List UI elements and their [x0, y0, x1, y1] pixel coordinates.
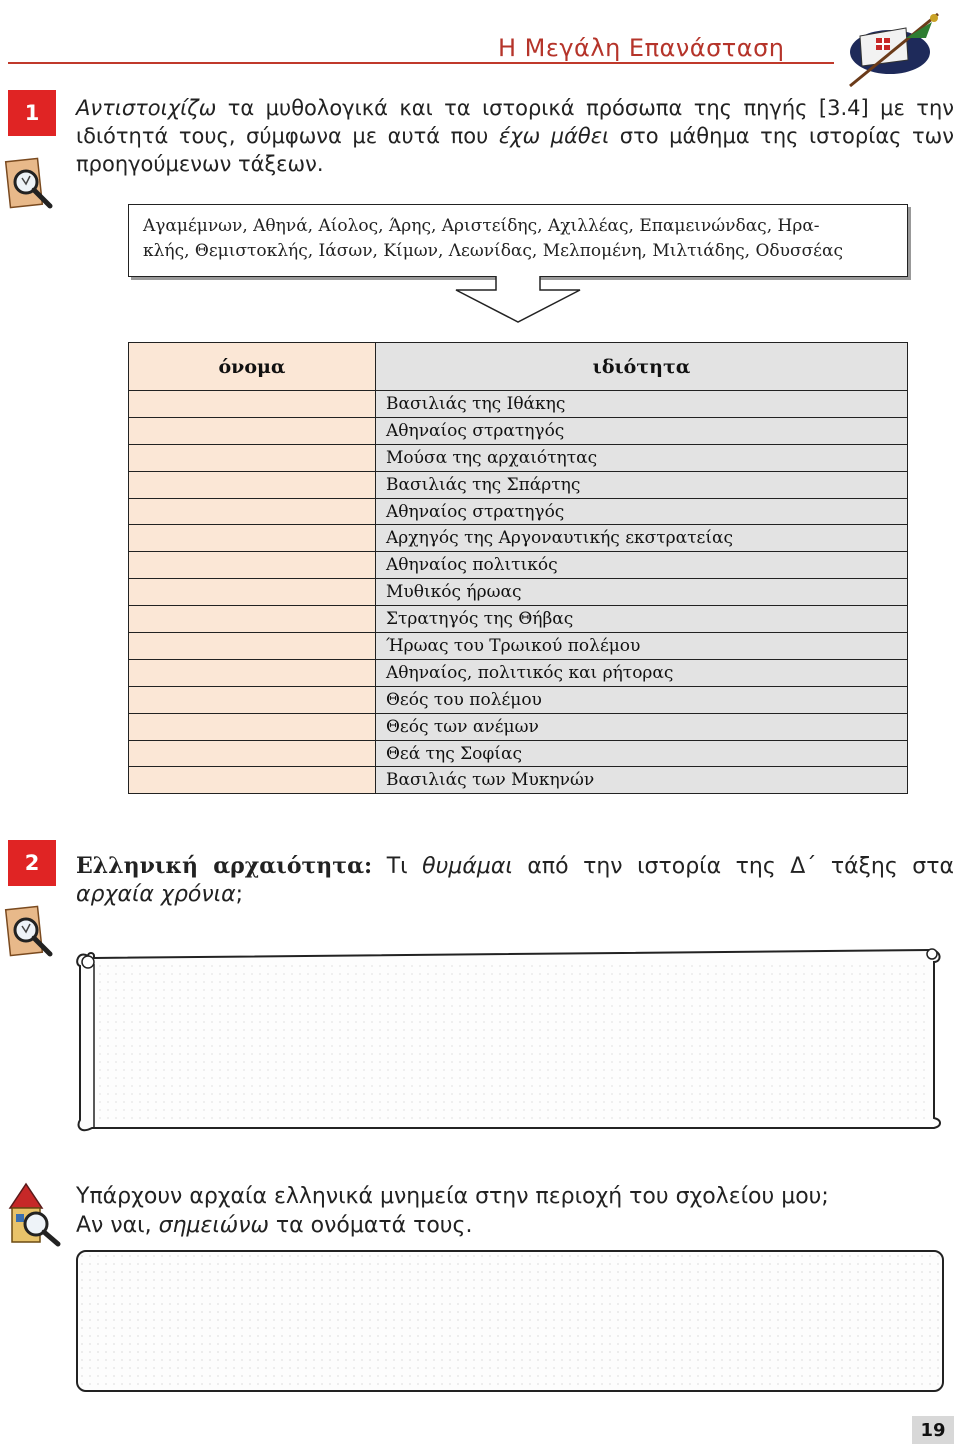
name-answer-cell[interactable] [129, 471, 376, 498]
house-magnifier-icon [4, 1178, 62, 1248]
table-row [129, 740, 908, 767]
task1-text-b: στο μάθημα της ιστορίας των προηγούμενων τάξεων. [76, 124, 954, 176]
name-answer-cell[interactable] [129, 552, 376, 579]
name-answer-cell[interactable] [129, 525, 376, 552]
table-row [129, 498, 908, 525]
property-cell: Θεός των ανέμων [376, 713, 908, 740]
name-answer-cell[interactable] [129, 633, 376, 660]
table-row [129, 713, 908, 740]
table-row [129, 444, 908, 471]
column-header-property: ιδιότητα [376, 343, 908, 391]
task3-line-2 [76, 1211, 946, 1240]
task1-instruction [76, 94, 954, 178]
task3-text-a: Αν ναι, [76, 1213, 159, 1238]
names-source-box [128, 204, 908, 277]
table-row [129, 525, 908, 552]
table-row [129, 606, 908, 633]
names-line-2: κλής, Θεμιστοκλής, Ιάσων, Κίμων, Λεωνίδας, Μελπομένη, Μιλτιάδης, Οδυσσέας [143, 241, 843, 261]
page-number: 19 [912, 1416, 954, 1444]
task3-line-1: Υπάρχουν αρχαία ελληνικά μνημεία στην περιοχή του σχολείου μου; [76, 1184, 829, 1209]
name-answer-cell[interactable] [129, 740, 376, 767]
task2-text-a: Τι [372, 854, 423, 879]
task-number-badge: 1 [8, 90, 56, 136]
name-answer-cell[interactable] [129, 391, 376, 418]
table-row [129, 391, 908, 418]
property-cell: Αθηναίος στρατηγός [376, 498, 908, 525]
task3-question [76, 1182, 946, 1240]
name-answer-cell[interactable] [129, 767, 376, 794]
table-row [129, 417, 908, 444]
name-answer-cell[interactable] [129, 417, 376, 444]
name-answer-cell[interactable] [129, 498, 376, 525]
task2-heading: Ελληνική αρχαιότητα: [76, 853, 373, 879]
table-row [129, 659, 908, 686]
answer-box-monuments[interactable] [76, 1250, 944, 1392]
property-cell: Θεά της Σοφίας [376, 740, 908, 767]
task1-verb: Αντιστοιχίζω [76, 96, 217, 120]
property-cell: Μυθικός ήρωας [376, 579, 908, 606]
property-cell: Θεός του πολέμου [376, 686, 908, 713]
name-answer-cell[interactable] [129, 444, 376, 471]
task3-em: σημειώνω [158, 1213, 269, 1238]
table-row [129, 552, 908, 579]
property-cell: Αθηναίος, πολιτικός και ρήτορας [376, 659, 908, 686]
table-row [129, 579, 908, 606]
property-cell: Στρατηγός της Θήβας [376, 606, 908, 633]
name-answer-cell[interactable] [129, 579, 376, 606]
answer-scroll-area[interactable] [74, 948, 944, 1144]
property-cell: Βασιλιάς των Μυκηνών [376, 767, 908, 794]
header-rule [8, 62, 834, 64]
property-cell: Αθηναίος πολιτικός [376, 552, 908, 579]
table-row [129, 767, 908, 794]
names-line-1: Αγαμέμνων, Αθηνά, Αίολος, Άρης, Αριστείδης, Αχιλλέας, Επαμεινώνδας, Ηρα- [143, 216, 820, 236]
task2-em-a: θυμάμαι [422, 854, 513, 879]
property-cell: Αθηναίος στρατηγός [376, 417, 908, 444]
name-answer-cell[interactable] [129, 686, 376, 713]
matching-table [128, 342, 908, 794]
flag-emblem-icon [846, 8, 946, 90]
task2-question [76, 852, 954, 909]
page-header-title: Η Μεγάλη Επανάσταση [498, 34, 785, 62]
task2-text-c: ; [235, 882, 244, 907]
task2-text-b: από την ιστορία της Δ΄ τάξης στα [512, 854, 954, 879]
property-cell: Αρχηγός της Αργοναυτικής εκστρατείας [376, 525, 908, 552]
name-answer-cell[interactable] [129, 606, 376, 633]
property-cell: Βασιλιάς της Σπάρτης [376, 471, 908, 498]
table-row [129, 686, 908, 713]
task3-text-b: τα ονόματά τους. [268, 1213, 473, 1238]
task1-em: έχω μάθει [498, 124, 610, 148]
document-magnifier-icon [2, 156, 62, 212]
table-row [129, 471, 908, 498]
table-row [129, 633, 908, 660]
down-arrow-icon [452, 276, 584, 326]
column-header-name: όνομα [129, 343, 376, 391]
task1-text-a: τα μυθολογικά και τα ιστορικά πρόσωπα της πηγής [3.4] με την ιδιότητά τους, σύμφωνα με αυτά που [76, 96, 954, 148]
task-number-badge: 2 [8, 840, 56, 886]
property-cell: Μούσα της αρχαιότητας [376, 444, 908, 471]
task2-em-b: αρχαία χρόνια [76, 882, 236, 907]
name-answer-cell[interactable] [129, 713, 376, 740]
property-cell: Βασιλιάς της Ιθάκης [376, 391, 908, 418]
property-cell: Ήρωας του Τρωικού πολέμου [376, 633, 908, 660]
document-magnifier-icon [2, 904, 62, 960]
name-answer-cell[interactable] [129, 659, 376, 686]
